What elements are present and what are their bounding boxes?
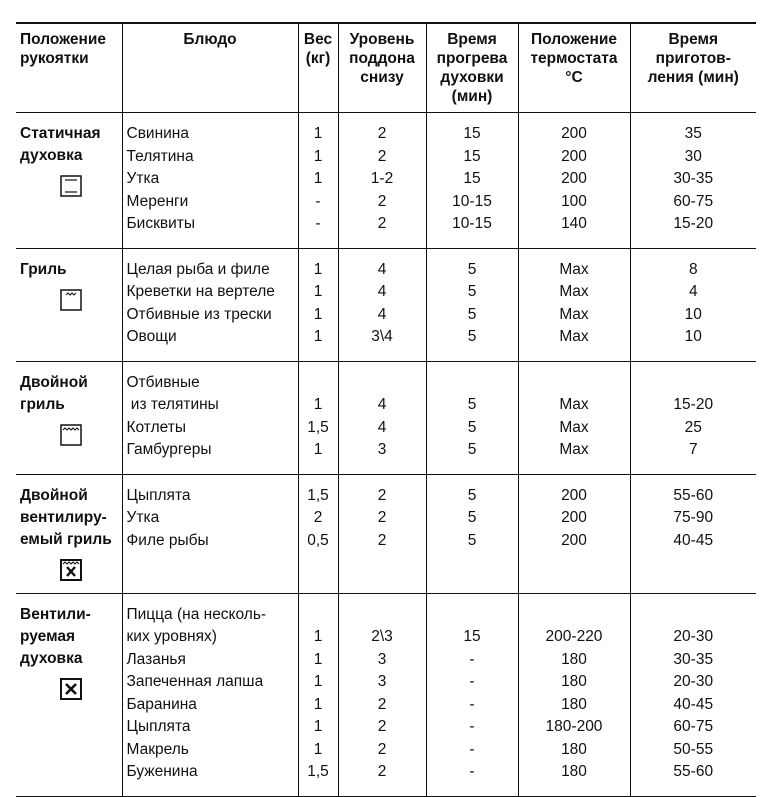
weight-value: 1 (313, 718, 323, 735)
level-value: 2 (377, 531, 387, 549)
time-value: 50-55 (673, 740, 714, 758)
cooking-table-page (16, 22, 756, 797)
mode-group-row (16, 113, 756, 249)
weight-cell (298, 248, 338, 361)
dish-name: Телятина (126, 147, 194, 165)
dish-name: Отбивные (126, 373, 200, 391)
time-value: 55-60 (673, 486, 714, 504)
dish-cell (122, 361, 298, 474)
temp-value: 180-200 (545, 718, 603, 735)
mode-label: Двойной вентилиру-емый гриль (20, 486, 112, 548)
header-weight: Вес (кг) (298, 23, 338, 113)
weight-value: 1 (313, 396, 323, 413)
weight-value: 1,5 (307, 486, 329, 504)
preheat-value: 5 (467, 531, 477, 549)
dish-name: из телятины (126, 396, 219, 413)
dish-name: Бисквиты (126, 215, 195, 232)
time-value: 60-75 (673, 192, 714, 210)
grill-icon (60, 289, 82, 311)
time-value: 30-35 (673, 650, 714, 668)
dish-name: Котлеты (126, 418, 186, 436)
time-value: 40-45 (673, 531, 714, 549)
dish-cell (122, 248, 298, 361)
time-value (635, 604, 753, 627)
preheat-value: - (469, 763, 475, 780)
time-value: 20-30 (673, 673, 714, 690)
level-value: 2 (377, 509, 387, 526)
header-preheat: Время прогрева духовки (мин) (426, 23, 518, 113)
preheat-cell (426, 593, 518, 796)
mode-group-row (16, 593, 756, 796)
temp-value: 180 (561, 740, 587, 758)
dish-name: Запеченная лапша (126, 673, 264, 690)
temp-value: Max (559, 396, 589, 413)
dish-name: ких уровнях) (126, 628, 217, 645)
weight-value: 1 (313, 125, 323, 142)
temp-value: 200-220 (545, 628, 603, 645)
level-value: 2 (377, 486, 387, 504)
level-value: 2 (377, 718, 387, 735)
temp-cell (518, 474, 630, 593)
mode-cell (16, 474, 122, 593)
preheat-value: 15 (463, 125, 481, 142)
preheat-value: 10-15 (452, 192, 492, 210)
level-value: 3 (377, 673, 387, 690)
time-value: 7 (688, 441, 698, 458)
dish-name: Овощи (126, 328, 177, 345)
temp-value: 180 (561, 695, 587, 713)
mode-label: Двойной гриль (20, 373, 88, 413)
temp-value: 180 (561, 650, 587, 668)
mode-group-row (16, 248, 756, 361)
preheat-cell (426, 474, 518, 593)
preheat-cell (426, 248, 518, 361)
time-cell (630, 474, 756, 593)
time-value: 60-75 (673, 718, 714, 735)
dish-name: Утка (126, 170, 160, 187)
time-value: 75-90 (673, 509, 714, 526)
temp-value: 100 (561, 192, 587, 210)
weight-value: - (315, 192, 321, 210)
time-value: 55-60 (673, 763, 714, 780)
temp-value: Max (559, 305, 589, 323)
temp-cell (518, 113, 630, 249)
mode-label: Статичная духовка (20, 125, 101, 164)
time-value: 20-30 (673, 628, 714, 645)
level-value (343, 604, 422, 627)
temp-value: Max (559, 418, 589, 436)
level-value: 4 (377, 418, 387, 436)
preheat-value: 5 (467, 305, 477, 323)
dish-name: Целая рыба и филе (126, 260, 270, 278)
dish-name: Лазанья (126, 650, 186, 668)
header-cook-time: Время приготов-ления (мин) (630, 23, 756, 113)
mode-cell (16, 593, 122, 796)
temp-value: Max (559, 328, 589, 345)
dish-name: Цыплята (126, 718, 191, 735)
dish-cell (122, 593, 298, 796)
dish-name: Свинина (126, 125, 189, 142)
weight-value: 1 (313, 147, 323, 165)
preheat-value (431, 372, 514, 395)
level-cell (338, 113, 426, 249)
temp-value: 180 (561, 673, 587, 690)
level-value: 3\4 (371, 328, 393, 345)
dish-name: Гамбургеры (126, 441, 212, 458)
weight-value: 1 (313, 441, 323, 458)
level-value: 2 (377, 215, 387, 232)
dish-cell (122, 113, 298, 249)
mode-cell (16, 113, 122, 249)
preheat-value: 15 (463, 170, 481, 187)
header-dish: Блюдо (122, 23, 298, 113)
preheat-value: - (469, 673, 475, 690)
weight-cell (298, 361, 338, 474)
preheat-value: - (469, 718, 475, 735)
level-value: 3 (377, 441, 387, 458)
header-row (16, 23, 756, 113)
dish-name: Цыплята (126, 486, 191, 504)
level-value: 2 (377, 147, 387, 165)
weight-value (303, 604, 334, 627)
level-value (343, 372, 422, 395)
temp-cell (518, 593, 630, 796)
mode-label: Гриль (20, 260, 67, 278)
time-value: 10 (684, 328, 702, 345)
fan-oven-icon (60, 678, 82, 700)
temp-cell (518, 361, 630, 474)
header-level: Уровень поддона снизу (338, 23, 426, 113)
cooking-table (16, 22, 756, 797)
weight-cell (298, 474, 338, 593)
preheat-value: 5 (467, 283, 477, 300)
header-thermostat: Положение термостата °C (518, 23, 630, 113)
level-cell (338, 593, 426, 796)
static-oven-icon (60, 175, 82, 197)
temp-value: 200 (561, 531, 587, 549)
level-cell (338, 361, 426, 474)
preheat-value: 5 (467, 396, 477, 413)
preheat-value: 10-15 (452, 215, 492, 232)
dish-cell (122, 474, 298, 593)
mode-cell (16, 248, 122, 361)
mode-cell (16, 361, 122, 474)
preheat-value: 15 (463, 628, 481, 645)
mode-label: Вентили-руемая духовка (20, 605, 91, 667)
time-cell (630, 593, 756, 796)
time-value: 15-20 (673, 215, 714, 232)
level-value: 2 (377, 763, 387, 780)
weight-value: 2 (313, 509, 323, 526)
weight-value: 0,5 (307, 531, 329, 549)
level-value: 2\3 (371, 628, 393, 645)
table-body (16, 113, 756, 797)
weight-value: 1 (313, 305, 323, 323)
time-cell (630, 361, 756, 474)
header-mode: Положение рукоятки (16, 23, 122, 113)
level-value: 4 (377, 283, 387, 300)
time-value: 15-20 (673, 396, 714, 413)
dish-name: Утка (126, 509, 160, 526)
temp-value: Max (559, 441, 589, 458)
weight-value: 1 (313, 673, 323, 690)
weight-value (303, 372, 334, 395)
temp-cell (518, 248, 630, 361)
weight-value: 1 (313, 170, 323, 187)
time-value: 4 (688, 283, 698, 300)
level-value: 1-2 (370, 170, 394, 187)
weight-value: 1 (313, 695, 323, 713)
weight-value: 1 (313, 260, 323, 278)
preheat-value (431, 604, 514, 627)
preheat-value: 5 (467, 509, 477, 526)
time-value: 40-45 (673, 695, 714, 713)
weight-cell (298, 593, 338, 796)
mode-group-row (16, 474, 756, 593)
dish-name: Отбивные из трески (126, 305, 272, 323)
preheat-value: 5 (467, 260, 477, 278)
time-cell (630, 113, 756, 249)
mode-group-row (16, 361, 756, 474)
weight-value: - (315, 215, 321, 232)
level-value: 2 (377, 125, 387, 142)
dish-name: Филе рыбы (126, 531, 209, 549)
preheat-value: - (469, 740, 475, 758)
level-cell (338, 474, 426, 593)
weight-cell (298, 113, 338, 249)
temp-value: 180 (561, 763, 587, 780)
time-value: 30 (684, 147, 702, 165)
level-value: 4 (377, 260, 387, 278)
temp-value: 200 (561, 170, 587, 187)
weight-value: 1 (313, 628, 323, 645)
weight-value: 1 (313, 650, 323, 668)
fan-grill-icon (60, 559, 82, 581)
dish-name: Креветки на вертеле (126, 283, 275, 300)
dish-name: Баранина (126, 695, 197, 713)
preheat-value: - (469, 650, 475, 668)
weight-value: 1,5 (307, 763, 329, 780)
weight-value: 1 (313, 740, 323, 758)
dish-name: Макрель (126, 740, 189, 758)
time-value: 35 (684, 125, 702, 142)
temp-value: Max (559, 260, 589, 278)
time-value: 25 (684, 418, 702, 436)
dish-name: Буженина (126, 763, 198, 780)
level-value: 2 (377, 740, 387, 758)
preheat-value: 5 (467, 441, 477, 458)
level-value: 2 (377, 192, 387, 210)
time-value: 10 (684, 305, 702, 323)
level-value: 4 (377, 396, 387, 413)
dish-name: Пицца (на несколь- (126, 605, 267, 623)
time-value: 8 (688, 260, 698, 278)
preheat-cell (426, 113, 518, 249)
temp-value: 140 (561, 215, 587, 232)
weight-value: 1,5 (307, 418, 329, 436)
preheat-value: 5 (467, 486, 477, 504)
weight-value: 1 (313, 283, 323, 300)
dish-name: Меренги (126, 192, 189, 210)
preheat-value: 15 (463, 147, 481, 165)
level-cell (338, 248, 426, 361)
temp-value: 200 (561, 486, 587, 504)
level-value: 2 (377, 695, 387, 713)
temp-value: 200 (561, 509, 587, 526)
weight-value: 1 (313, 328, 323, 345)
double-grill-icon (60, 424, 82, 446)
level-value: 4 (377, 305, 387, 323)
temp-value (523, 372, 626, 395)
temp-value: 200 (561, 147, 587, 165)
temp-value (523, 604, 626, 627)
temp-value: Max (559, 283, 589, 300)
time-value (635, 372, 753, 395)
preheat-value: 5 (467, 418, 477, 436)
time-cell (630, 248, 756, 361)
preheat-cell (426, 361, 518, 474)
temp-value: 200 (561, 125, 587, 142)
level-value: 3 (377, 650, 387, 668)
preheat-value: - (469, 695, 475, 713)
preheat-value: 5 (467, 328, 477, 345)
time-value: 30-35 (673, 170, 714, 187)
